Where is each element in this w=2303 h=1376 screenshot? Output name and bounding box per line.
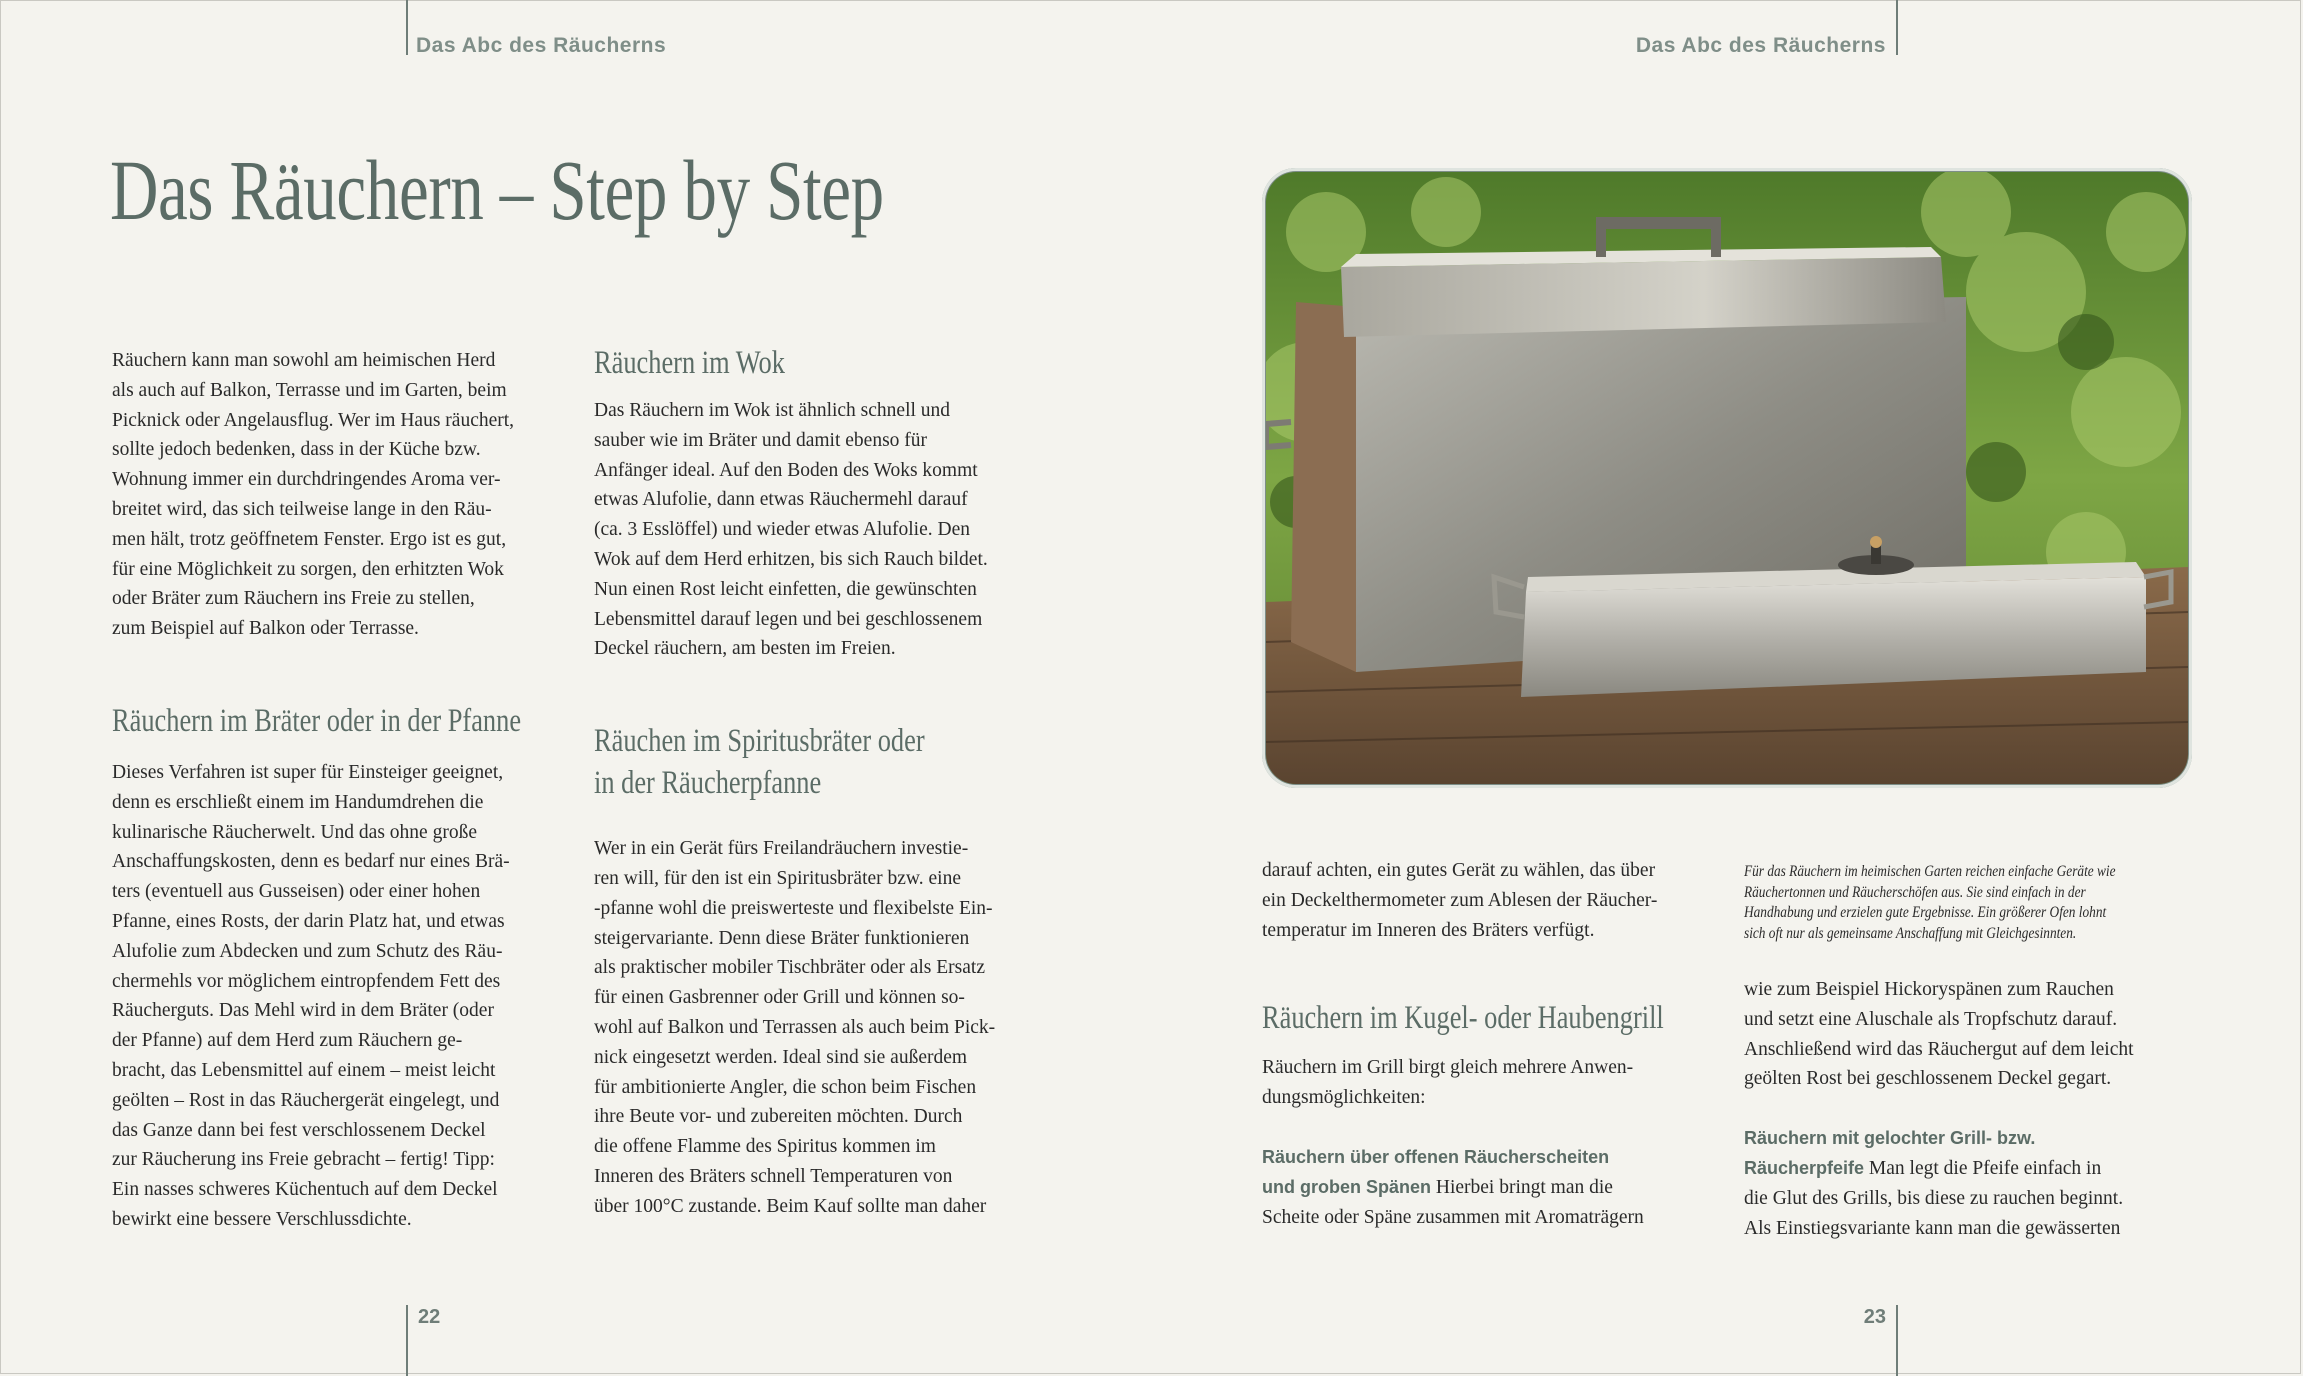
text-line: nick eingesetzt werden. Ideal sind sie außerdem bbox=[594, 1046, 968, 1068]
text-line: Wohnung immer ein durchdringendes Aroma ver- bbox=[112, 469, 501, 491]
text-line: Lebensmittel darauf legen und bei geschlossenem bbox=[594, 608, 983, 630]
braeter-paragraph bbox=[112, 758, 552, 1235]
text-line: dungsmöglichkeiten: bbox=[1262, 1087, 1426, 1109]
raeucherscheite-paragraph bbox=[1262, 1143, 1722, 1232]
spiritus-paragraph bbox=[594, 834, 1054, 1221]
smoker-illustration bbox=[1266, 172, 2188, 784]
photo-caption bbox=[1744, 862, 2184, 944]
text-line: kulinarische Räucherwelt. Und das ohne große bbox=[112, 821, 477, 843]
text-line: zum Beispiel auf Balkon oder Terrasse. bbox=[112, 618, 419, 640]
text-line: geölten Rost bei geschlossenem Deckel gegart. bbox=[1744, 1068, 2112, 1090]
right-header-rule bbox=[1896, 0, 1898, 55]
text-line: Anschaffungskosten, denn es bedarf nur eines Brä- bbox=[112, 851, 510, 873]
text-line: wie zum Beispiel Hickoryspänen zum Rauchen bbox=[1744, 979, 2114, 1000]
text-line: oder Bräter zum Räuchern ins Freie zu stellen, bbox=[112, 588, 475, 610]
hickory-paragraph bbox=[1744, 975, 2204, 1094]
text-line: men hält, trotz geöffnetem Fenster. Ergo ist es gut, bbox=[112, 528, 507, 550]
text-line: temperatur im Inneren des Bräters verfügt. bbox=[1262, 919, 1595, 941]
caption-line: Für das Räuchern im heimischen Garten reichen einfache Geräte wie bbox=[1744, 863, 2116, 880]
text-line: Deckel räuchern, am besten im Freien. bbox=[594, 638, 896, 660]
runin-heading-spaene: und groben Spänen bbox=[1262, 1176, 1431, 1197]
text-line: für eine Möglichkeit zu sorgen, den erhitzten Wok bbox=[112, 558, 504, 580]
text-line: wohl auf Balkon und Terrassen als auch beim Pick- bbox=[594, 1016, 996, 1038]
text-line: bracht, das Lebensmittel auf einem – meist leicht bbox=[112, 1059, 496, 1081]
section-heading-wok: Räuchern im Wok bbox=[594, 345, 785, 381]
left-header-rule bbox=[406, 0, 408, 55]
text-line: Anfänger ideal. Auf den Boden des Woks kommt bbox=[594, 459, 978, 481]
text-line: Dieses Verfahren ist super für Einsteiger geeignet, bbox=[112, 761, 504, 783]
left-column-2 bbox=[594, 342, 1054, 1222]
right-running-head: Das Abc des Räucherns bbox=[1635, 34, 1886, 57]
text-line: Inneren des Bräters schnell Temperaturen von bbox=[594, 1165, 953, 1187]
text-line: chermehls vor möglichem eintropfendem Fett des bbox=[112, 970, 501, 992]
text-line: Räuchern im Grill birgt gleich mehrere Anwen- bbox=[1262, 1057, 1634, 1079]
text-line: ren will, für den ist ein Spiritusbräter bzw. eine bbox=[594, 867, 961, 889]
right-column-1 bbox=[1262, 856, 1722, 1232]
text-line: als auch auf Balkon, Terrasse und im Garten, beim bbox=[112, 379, 507, 401]
text-line: geölten – Rost in das Räuchergerät eingelegt, und bbox=[112, 1089, 500, 1111]
text-line: Scheite oder Späne zusammen mit Aromaträgern bbox=[1262, 1206, 1644, 1228]
text-line: Nun einen Rost leicht einfetten, die gewünschten bbox=[594, 578, 977, 600]
text-line: -pfanne wohl die preiswerteste und flexibelste Ein- bbox=[594, 897, 993, 919]
text-line: Anschließend wird das Räuchergut auf dem leicht bbox=[1744, 1038, 2134, 1060]
caption-line: Handhabung und erzielen gute Ergebnisse. Ein größerer Ofen lohnt bbox=[1744, 904, 2107, 921]
left-footer-rule bbox=[406, 1305, 408, 1376]
section-heading-braeter: Räuchern im Bräter oder in der Pfanne bbox=[112, 702, 522, 739]
right-footer-rule bbox=[1896, 1305, 1898, 1376]
text-line: die offene Flamme des Spiritus kommen im bbox=[594, 1136, 936, 1158]
text-line: für ambitionierte Angler, die schon beim Fischen bbox=[594, 1076, 977, 1098]
intro-paragraph bbox=[112, 346, 552, 644]
text-line: Alufolie zum Abdecken und zum Schutz des Räu- bbox=[112, 940, 503, 962]
text-line: Räucherguts. Das Mehl wird in dem Bräter (oder bbox=[112, 1000, 494, 1022]
text-line: und setzt eine Aluschale als Tropfschutz darauf. bbox=[1744, 1008, 2118, 1030]
text-line: Picknick oder Angelausflug. Wer im Haus räuchert, bbox=[112, 409, 515, 431]
left-column-1 bbox=[112, 346, 552, 1235]
text-line: als praktischer mobiler Tischbräter oder als Ersatz bbox=[594, 957, 985, 979]
text-line: für einen Gasbrenner oder Grill und können so- bbox=[594, 987, 965, 1009]
text-line: das Ganze dann bei fest verschlossenem Deckel bbox=[112, 1119, 486, 1141]
runin-heading-grillpfeife: Räuchern mit gelochter Grill- bzw. bbox=[1744, 1128, 2036, 1149]
continued-paragraph bbox=[1262, 856, 1722, 945]
caption-line: Räuchertonnen und Räucherschöfen aus. Sie sind einfach in der bbox=[1744, 883, 2086, 901]
text-line: Räuchern kann man sowohl am heimischen Herd bbox=[112, 350, 496, 371]
page-title: Das Räuchern – Step by Step bbox=[110, 142, 884, 238]
text-line: ters (eventuell aus Gusseisen) oder einer hohen bbox=[112, 881, 481, 903]
text-line: sauber wie im Bräter und damit ebenso für bbox=[594, 429, 928, 451]
text-line: denn es erschließt einem im Handumdrehen die bbox=[112, 791, 484, 813]
text-line: steigervariante. Denn diese Bräter funktionieren bbox=[594, 927, 970, 949]
text-line: Wok auf dem Herd erhitzen, bis sich Rauch bildet. bbox=[594, 548, 988, 570]
text-line: der Pfanne) auf dem Herd zum Räuchern ge- bbox=[112, 1030, 463, 1052]
wok-paragraph bbox=[594, 396, 1054, 664]
text-line: Als Einstiegsvariante kann man die gewässerten bbox=[1744, 1217, 2121, 1239]
text-line: sollte jedoch bedenken, dass in der Küche bzw. bbox=[112, 439, 481, 461]
text-line: etwas Alufolie, dann etwas Räuchermehl darauf bbox=[594, 489, 968, 511]
text-line: bewirkt eine bessere Verschlussdichte. bbox=[112, 1208, 412, 1230]
text-line: Das Räuchern im Wok ist ähnlich schnell und bbox=[594, 400, 951, 421]
page-number-left: 22 bbox=[418, 1306, 441, 1328]
section-heading-spiritus-line2: in der Räucherpfanne bbox=[594, 765, 822, 802]
left-running-head: Das Abc des Räucherns bbox=[416, 34, 667, 57]
text-line: darauf achten, ein gutes Gerät zu wählen, das über bbox=[1262, 860, 1656, 881]
kugelgrill-paragraph bbox=[1262, 1053, 1722, 1113]
grillpfeife-paragraph bbox=[1744, 1124, 2204, 1243]
text-line: (ca. 3 Esslöffel) und wieder etwas Alufolie. Den bbox=[594, 519, 970, 541]
text-fragment: Man legt die Pfeife einfach in bbox=[1868, 1157, 2102, 1179]
text-line: die Glut des Grills, bis diese zu rauchen beginnt. bbox=[1744, 1187, 2124, 1209]
caption-line: sich oft nur als gemeinsame Anschaffung mit Gleichgesinnten. bbox=[1744, 924, 2077, 942]
runin-heading-scheite: Räuchern über offenen Räucherscheiten bbox=[1262, 1146, 1610, 1167]
text-line: zur Räucherung ins Freie gebracht – fertig! Tipp: bbox=[112, 1149, 495, 1171]
text-line: über 100°C zustande. Beim Kauf sollte man daher bbox=[594, 1195, 987, 1217]
smoker-photo bbox=[1262, 168, 2192, 788]
text-line: breitet wird, das sich teilweise lange in den Räu- bbox=[112, 498, 492, 520]
text-fragment: Hierbei bringt man die bbox=[1435, 1176, 1613, 1198]
text-line: Wer in ein Gerät fürs Freilandräuchern investie- bbox=[594, 838, 969, 860]
right-column-2 bbox=[1744, 975, 2204, 1243]
section-heading-spiritus-line1: Räuchen im Spiritusbräter oder bbox=[594, 723, 925, 760]
runin-heading-raeucherpfeife: Räucherpfeife bbox=[1744, 1157, 1865, 1178]
text-line: ihre Beute vor- und zubereiten möchten. Durch bbox=[594, 1106, 963, 1128]
text-line: ein Deckelthermometer zum Ablesen der Räucher- bbox=[1262, 889, 1658, 911]
section-heading-kugelgrill: Räuchern im Kugel- oder Haubengrill bbox=[1262, 1000, 1664, 1037]
text-line: Pfanne, eines Rosts, der darin Platz hat, und etwas bbox=[112, 910, 505, 932]
text-line: Ein nasses schweres Küchentuch auf dem Deckel bbox=[112, 1179, 498, 1201]
page-number-right: 23 bbox=[1863, 1306, 1886, 1328]
